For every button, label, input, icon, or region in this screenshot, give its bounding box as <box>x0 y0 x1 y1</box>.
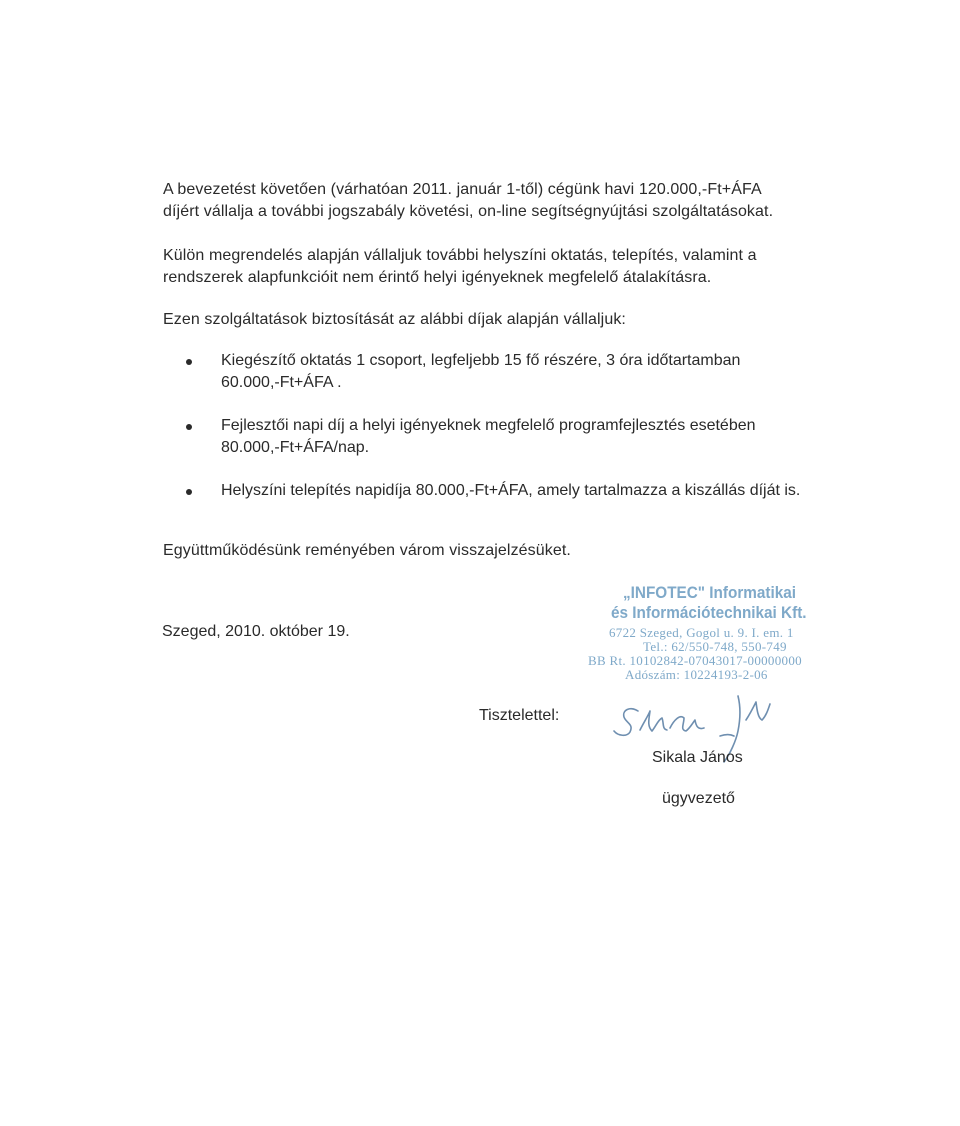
signer-title: ügyvezető <box>662 790 735 807</box>
intro-paragraph <box>163 179 863 223</box>
fee-item-line: Fejlesztői napi díj a helyi igényeknek megfelelő programfejlesztés esetében <box>221 417 756 434</box>
regards-text: Tisztelettel: <box>479 707 560 724</box>
intro-line-2: díjért vállalja a további jogszabály követési, on-line segítségnyújtási szolgáltatásokat. <box>163 203 774 220</box>
stamp-line-company: „INFOTEC" Informatikai <box>623 583 797 602</box>
bullet-icon <box>186 489 192 495</box>
fee-item-text <box>221 415 756 459</box>
stamp-line-company-2: és Információtechnikai Kft. <box>611 603 807 622</box>
intro-line-1: A bevezetést követően (várhatóan 2011. január 1-től) cégünk havi 120.000,-Ft+ÁFA <box>163 181 762 198</box>
fee-item-line: 60.000,-Ft+ÁFA . <box>221 374 342 391</box>
extra-line-2: rendszerek alapfunkcióit nem érintő helyi igényeknek megfelelő átalakításra. <box>163 269 712 286</box>
fees-intro-line: Ezen szolgáltatások biztosítását az alábbi díjak alapján vállaljuk: <box>163 311 626 328</box>
stamp-line-bank: BB Rt. 10102842-07043017-00000000 <box>588 653 802 668</box>
signer-name: Sikala János <box>652 749 743 766</box>
closing-paragraph <box>163 540 863 562</box>
stamp-line-tax: Adószám: 10224193-2-06 <box>625 667 768 682</box>
place-date: Szeged, 2010. október 19. <box>162 623 350 640</box>
extra-line-1: Külön megrendelés alapján vállaljuk további helyszíni oktatás, telepítés, valamint a <box>163 247 757 264</box>
bullet-icon <box>186 359 192 365</box>
stamp-line-phone: Tel.: 62/550-748, 550-749 <box>643 639 787 654</box>
fees-intro-paragraph <box>163 309 863 331</box>
fee-item-line: Kiegészítő oktatás 1 csoport, legfeljebb 15 fő részére, 3 óra időtartamban <box>221 352 741 369</box>
bullet-icon <box>186 424 192 430</box>
closing-line: Együttműködésünk reményében várom visszajelzésüket. <box>163 542 571 559</box>
fee-item-line: 80.000,-Ft+ÁFA/nap. <box>221 439 370 456</box>
fee-item-text <box>221 350 740 394</box>
fee-item-line: Helyszíni telepítés napidíja 80.000,-Ft+ÁFA, amely tartalmazza a kiszállás díját is. <box>221 482 801 499</box>
extra-services-paragraph <box>163 245 863 289</box>
fee-item-text <box>221 480 800 502</box>
stamp-line-address: 6722 Szeged, Gogol u. 9. I. em. 1 <box>609 625 794 640</box>
